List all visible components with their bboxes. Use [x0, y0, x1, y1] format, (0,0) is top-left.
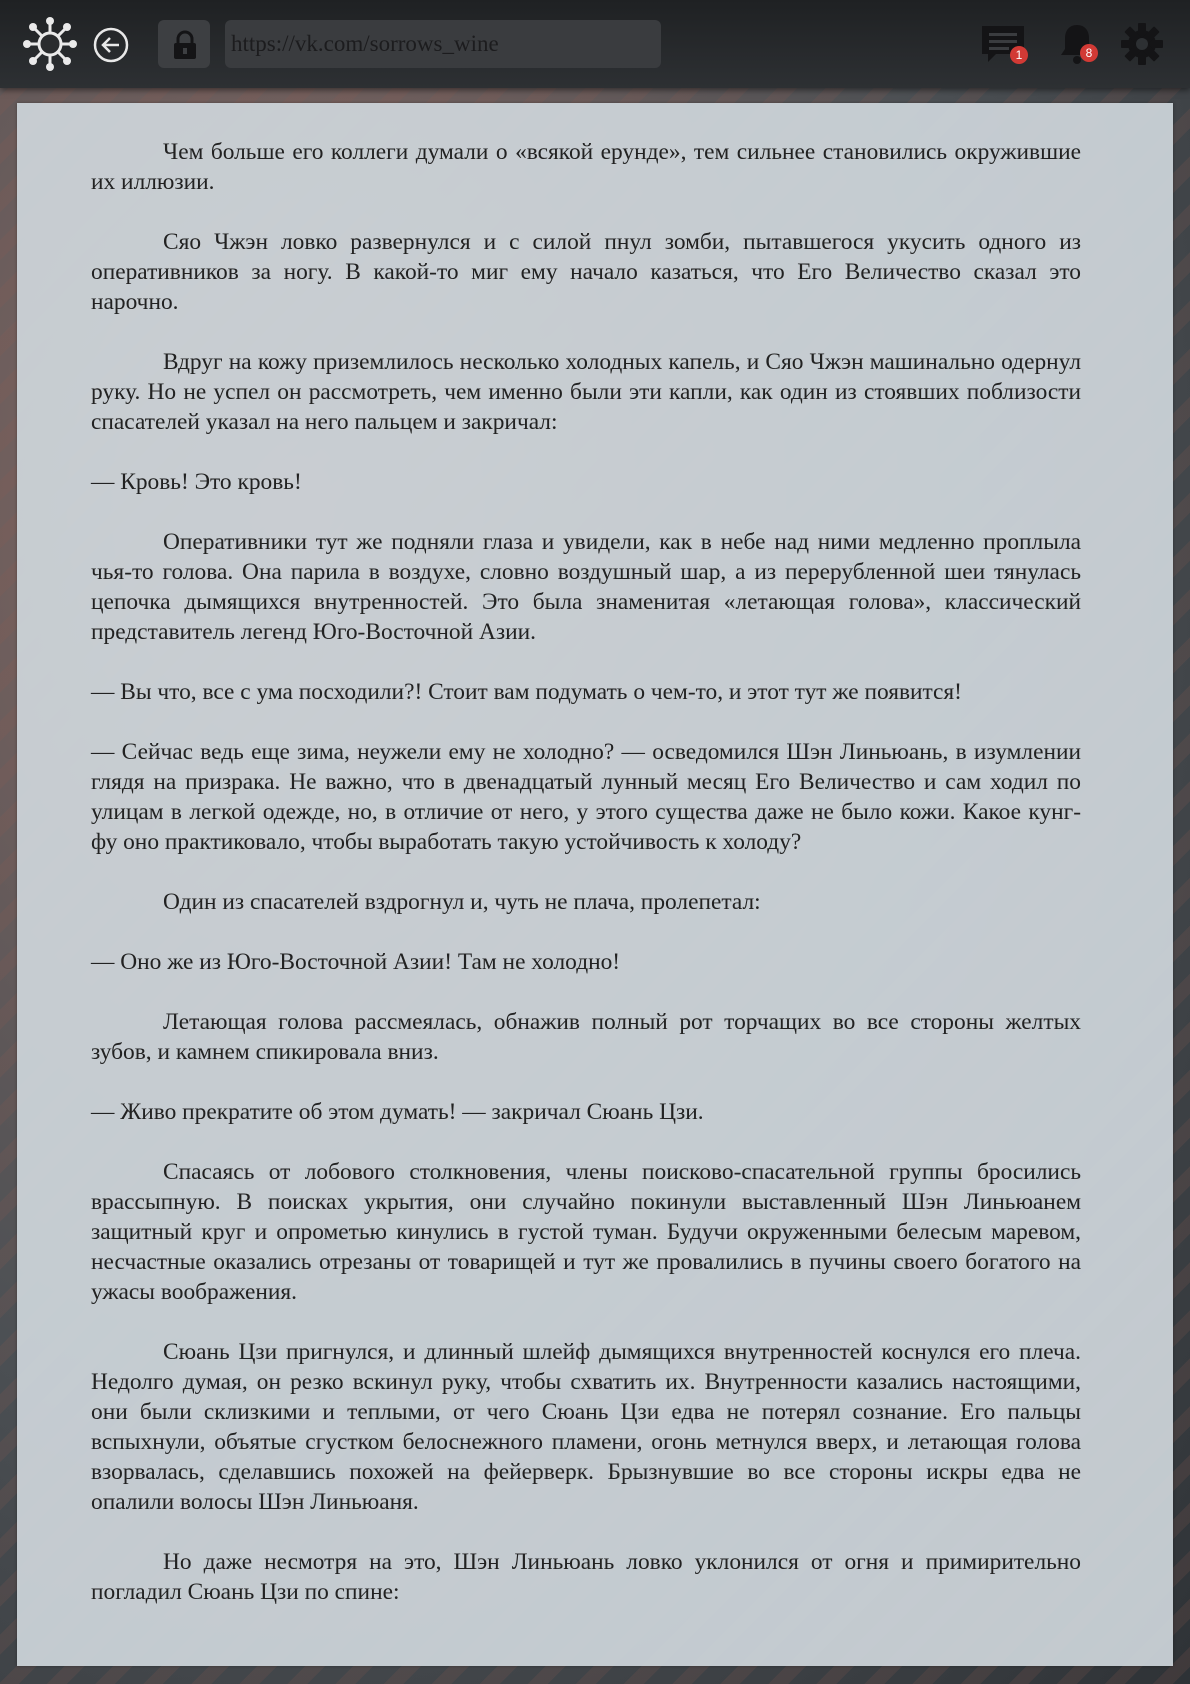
- chapter-text: [91, 137, 1081, 1637]
- top-bar: [0, 0, 1190, 88]
- text-paragraph: Вдруг на кожу приземлилось несколько холодных капель, и Сяо Чжэн машинально одернул руку. Но не успел он рассмотреть, чем именно были эти капли, как один из стоявших поблизости спасателей указал на него пальцем и закричал:: [91, 349, 1081, 435]
- text-paragraph: Сяо Чжэн ловко развернулся и с силой пнул зомби, пытавшегося укусить одного из оперативников за ногу. В какой-то миг ему начало казаться, что Его Величество сказал это нарочно.: [91, 229, 1081, 315]
- text-paragraph: — Оно же из Юго-Восточной Азии! Там не холодно!: [91, 949, 621, 975]
- text-paragraph: Сюань Цзи пригнулся, и длинный шлейф дымящихся внутренностей коснулся его плеча. Недолго думая, он резко вскинул руку, чтобы схватить их. Внутренности казались настоящими, они были склизкими и теплыми, от чего Сюань Цзи едва не потерял сознание. Его пальцы вспыхнули, объятые сгустком белоснежного пламени, огонь метнулся вверх, и летающая голова взорвалась, сделавшись похожей на фейерверк. Брызнувшие во все стороны искры едва не опалили волосы Шэн Линьюаня.: [91, 1339, 1081, 1515]
- text-paragraph: Один из спасателей вздрогнул и, чуть не плача, пролепетал:: [163, 889, 761, 915]
- messages-icon[interactable]: [980, 22, 1026, 71]
- bell-icon[interactable]: [1058, 22, 1096, 71]
- gear-icon[interactable]: [1120, 22, 1164, 71]
- text-paragraph: Летающая голова рассмеялась, обнажив полный рот торчащих во все стороны желтых зубов, и камнем спикировала вниз.: [91, 1009, 1081, 1065]
- text-paragraph: — Кровь! Это кровь!: [91, 469, 302, 495]
- text-paragraph: — Вы что, все с ума посходили?! Стоит вам подумать о чем-то, и этот тут же появится!: [91, 679, 962, 705]
- notifications-badge: 8: [1080, 44, 1098, 62]
- text-paragraph: Чем больше его коллеги думали о «всякой ерунде», тем сильнее становились окружившие их иллюзии.: [91, 139, 1081, 195]
- text-paragraph: — Сейчас ведь еще зима, неужели ему не холодно? — осведомился Шэн Линьюань, в изумлении глядя на призрака. Не важно, что в двенадцатый лунный месяц Его Величество и сам ходил по улицам в легкой одежде, но, в отличие от него, у этого существа даже не было кожи. Какое кунг-фу оно практиковало, чтобы выработать такую устойчивость к холоду?: [91, 739, 1081, 855]
- url-field[interactable]: [225, 20, 661, 68]
- messages-badge: 1: [1010, 46, 1028, 64]
- text-paragraph: Оперативники тут же подняли глаза и увидели, как в небе над ними медленно проплыла чья-то голова. Она парила в воздухе, словно воздушный шар, а из перерубленной шеи тянулась цепочка дымящихся внутренностей. Это была знаменитая «летающая голова», классический представитель легенд Юго-Восточной Азии.: [91, 529, 1081, 645]
- text-paragraph: — Живо прекратите об этом думать! — закричал Сюань Цзи.: [91, 1099, 704, 1125]
- network-logo-icon[interactable]: [22, 16, 78, 77]
- reading-page: [17, 103, 1173, 1666]
- lock-icon[interactable]: [158, 20, 210, 68]
- text-paragraph: Спасаясь от лобового столкновения, члены поисково-спасательной группы бросились врассыпную. В поисках укрытия, они случайно покинули выставленный Шэн Линьюанем защитный круг и опрометью кинулись в густой туман. Будучи окруженными белесым маревом, несчастные оказались отрезаны от товарищей и тут же провалились в пучины своего богатого на ужасы воображения.: [91, 1159, 1081, 1305]
- back-arrow-icon[interactable]: [92, 26, 130, 69]
- text-paragraph: Но даже несмотря на это, Шэн Линьюань ловко уклонился от огня и примирительно погладил Сюань Цзи по спине:: [91, 1549, 1081, 1605]
